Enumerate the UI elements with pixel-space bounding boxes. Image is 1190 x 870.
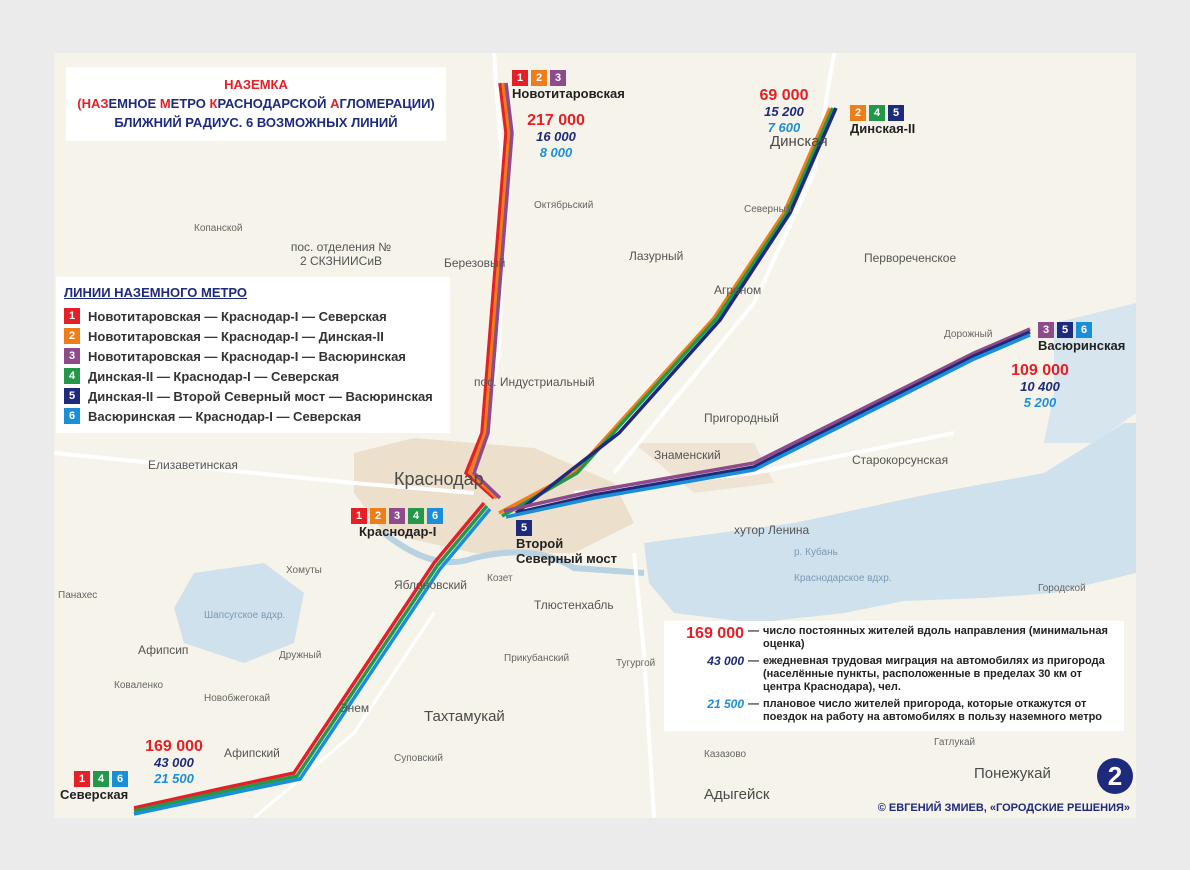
place-label: Тугургой bbox=[616, 658, 656, 669]
explanation-text: плановое число жителей пригорода, которые откажутся от поездок на работу на автомобилях в пользу наземного метро bbox=[763, 698, 1103, 723]
migration-value: 15 200 bbox=[764, 104, 804, 119]
title-box bbox=[66, 67, 446, 141]
station-badges bbox=[351, 508, 446, 524]
explanation-row bbox=[670, 625, 1118, 651]
explanation-dash: — bbox=[748, 625, 759, 637]
station-novotitarovskaya[interactable] bbox=[512, 70, 625, 101]
stats-dinskaya bbox=[754, 88, 814, 136]
place-label: Афипсип bbox=[138, 643, 189, 657]
legend-label: Новотитаровская — Краснодар-I — Северская bbox=[88, 308, 387, 324]
station-name: Северская bbox=[60, 787, 129, 802]
place-label: Городской bbox=[1038, 583, 1086, 594]
explanation-dash: — bbox=[748, 655, 759, 667]
line-badge: 3 bbox=[389, 508, 405, 524]
line-badge: 6 bbox=[64, 408, 80, 424]
station-badges bbox=[74, 771, 131, 787]
place-label: Панахес bbox=[58, 590, 98, 601]
station-badges bbox=[850, 105, 915, 121]
legend-row bbox=[64, 326, 442, 346]
place-label: Новобжегокай bbox=[204, 693, 271, 704]
place-label: Октябрьский bbox=[534, 200, 594, 211]
place-label: Знаменский bbox=[654, 448, 721, 462]
line-badge: 4 bbox=[869, 105, 885, 121]
place-label: Березовый bbox=[444, 256, 506, 270]
place-label: Тахтамукай bbox=[424, 708, 505, 725]
line-badge: 1 bbox=[74, 771, 90, 787]
explanation-row bbox=[670, 655, 1118, 694]
place-label: Динская bbox=[770, 133, 828, 150]
line-badge: 2 bbox=[64, 328, 80, 344]
place-label: Понежукай bbox=[974, 765, 1051, 782]
population-value: 217 000 bbox=[527, 112, 585, 129]
explanation-text: ежедневная трудовая миграция на автомобилях из пригорода (населённые пункты, расположенные в пределах 30 км от центра Краснодара), чел. bbox=[763, 655, 1105, 693]
place-label: Суповский bbox=[394, 753, 443, 764]
legend-box bbox=[56, 277, 450, 433]
migration-value: 16 000 bbox=[536, 129, 576, 144]
place-label: Энем bbox=[339, 701, 370, 715]
explanation-box bbox=[664, 621, 1124, 731]
population-value: 69 000 bbox=[759, 87, 809, 104]
station-name: Динская-II bbox=[850, 121, 916, 136]
line-badge: 2 bbox=[850, 105, 866, 121]
station-severskaya[interactable] bbox=[60, 771, 131, 802]
station-badges bbox=[1038, 322, 1125, 338]
station-second-north-bridge[interactable] bbox=[516, 520, 617, 566]
page-number-badge: 2 bbox=[1097, 758, 1133, 794]
place-label: Пригородный bbox=[704, 411, 779, 425]
population-value: 109 000 bbox=[1011, 362, 1069, 379]
title-line-3: БЛИЖНИЙ РАДИУС. 6 ВОЗМОЖНЫХ ЛИНИЙ bbox=[114, 115, 398, 130]
line-badge: 5 bbox=[1057, 322, 1073, 338]
legend-label: Новотитаровская — Краснодар-I — Васюринская bbox=[88, 348, 406, 364]
stats-novotitarovskaya bbox=[516, 113, 596, 161]
legend-row bbox=[64, 306, 442, 326]
place-label: Прикубанский bbox=[504, 653, 570, 664]
legend-row bbox=[64, 406, 442, 426]
place-label: Хомуты bbox=[286, 565, 322, 576]
line-badge: 5 bbox=[888, 105, 904, 121]
map-frame bbox=[54, 53, 1136, 818]
line-badge: 6 bbox=[427, 508, 443, 524]
station-name: Новотитаровская bbox=[512, 86, 625, 101]
station-dinskaya[interactable] bbox=[850, 105, 915, 136]
station-name: Васюринская bbox=[1038, 338, 1126, 353]
line-badge: 1 bbox=[64, 308, 80, 324]
line-badge: 4 bbox=[64, 368, 80, 384]
place-label: Первореченское bbox=[864, 251, 957, 265]
legend-label: Васюринская — Краснодар-I — Северская bbox=[88, 408, 362, 424]
place-label: пос. Индустриальный bbox=[474, 375, 595, 389]
place-label: Афипский bbox=[224, 746, 280, 760]
copyright: © ЕВГЕНИЙ ЗМИЕВ, «ГОРОДСКИЕ РЕШЕНИЯ» bbox=[877, 802, 1130, 814]
line-badge: 1 bbox=[351, 508, 367, 524]
legend-row bbox=[64, 386, 442, 406]
plan-value: 8 000 bbox=[539, 145, 573, 160]
line-badge: 4 bbox=[93, 771, 109, 787]
place-label: Агроном bbox=[714, 283, 762, 297]
place-label: р. Кубань bbox=[794, 547, 838, 558]
explanation-text: число постоянных жителей вдоль направления (минимальная оценка) bbox=[763, 625, 1108, 650]
line-badge: 2 bbox=[531, 70, 547, 86]
legend-label: Динская-II — Краснодар-I — Северская bbox=[88, 368, 340, 384]
line-badge: 5 bbox=[516, 520, 532, 536]
station-name: Краснодар-I bbox=[359, 524, 437, 539]
place-label: Коваленко bbox=[114, 680, 164, 691]
explanation-row bbox=[670, 698, 1118, 724]
legend-list bbox=[64, 306, 442, 426]
migration-value: 43 000 bbox=[154, 755, 194, 770]
line-badge: 5 bbox=[64, 388, 80, 404]
station-badges bbox=[512, 70, 625, 86]
place-label: Лазурный bbox=[629, 249, 684, 263]
line-badge: 3 bbox=[64, 348, 80, 364]
place-label: Дружный bbox=[279, 650, 322, 661]
legend-row bbox=[64, 366, 442, 386]
stats-vasyurinskaya bbox=[1000, 363, 1080, 411]
place-label: Краснодар bbox=[394, 469, 484, 489]
place-label: Тлюстенхабль bbox=[534, 598, 614, 612]
line-badge: 4 bbox=[408, 508, 424, 524]
place-label: Козет bbox=[487, 573, 513, 584]
line-badge: 6 bbox=[112, 771, 128, 787]
stats-severskaya bbox=[134, 739, 214, 787]
place-label: Гатлукай bbox=[934, 737, 976, 748]
line-badge: 6 bbox=[1076, 322, 1092, 338]
place-label: Елизаветинская bbox=[148, 458, 238, 472]
legend-row bbox=[64, 346, 442, 366]
place-label: Дорожный bbox=[944, 329, 993, 340]
place-label: Шапсугское вдхр. bbox=[204, 610, 286, 621]
place-label: Северный bbox=[744, 204, 792, 215]
station-vasyurinskaya[interactable] bbox=[1038, 322, 1125, 353]
place-label: Копанской bbox=[194, 223, 243, 234]
migration-value: 10 400 bbox=[1020, 379, 1060, 394]
place-label: Адыгейск bbox=[704, 786, 770, 803]
line-badge: 3 bbox=[1038, 322, 1054, 338]
station-krasnodar-1[interactable] bbox=[351, 508, 446, 539]
line-badge: 2 bbox=[370, 508, 386, 524]
legend-label: Новотитаровская — Краснодар-I — Динская-II bbox=[88, 328, 384, 344]
explanation-dash: — bbox=[748, 698, 759, 710]
station-name-line-2: Северный мост bbox=[516, 551, 617, 566]
place-label: Краснодарское вдхр. bbox=[794, 573, 892, 584]
place-label: Казазово bbox=[704, 749, 747, 760]
station-badges bbox=[516, 520, 617, 536]
place-label: хутор Ленина bbox=[734, 523, 810, 537]
title-line-2: (НАЗЕМНОЕ МЕТРО КРАСНОДАРСКОЙ АГЛОМЕРАЦИИ) bbox=[77, 96, 435, 111]
plan-value: 7 600 bbox=[767, 120, 801, 135]
line-badge: 1 bbox=[512, 70, 528, 86]
explanation-number: 21 500 bbox=[707, 697, 744, 711]
place-label: Старокорсунская bbox=[852, 453, 949, 467]
place-label: Яблоновский bbox=[394, 578, 468, 592]
plan-value: 5 200 bbox=[1023, 395, 1057, 410]
line-badge: 3 bbox=[550, 70, 566, 86]
explanation-number: 43 000 bbox=[707, 654, 744, 668]
place-label: пос. отделения № 2 СКЗНИИСиВ bbox=[290, 240, 392, 268]
legend-title: ЛИНИИ НАЗЕМНОГО МЕТРО bbox=[64, 285, 248, 300]
explanation-number: 169 000 bbox=[686, 625, 744, 642]
population-value: 169 000 bbox=[145, 738, 203, 755]
plan-value: 21 500 bbox=[154, 771, 194, 786]
legend-label: Динская-II — Второй Северный мост — Васюринская bbox=[88, 388, 433, 404]
station-name-line-1: Второй bbox=[516, 536, 564, 551]
title-line-1: НАЗЕМКА bbox=[224, 77, 288, 92]
